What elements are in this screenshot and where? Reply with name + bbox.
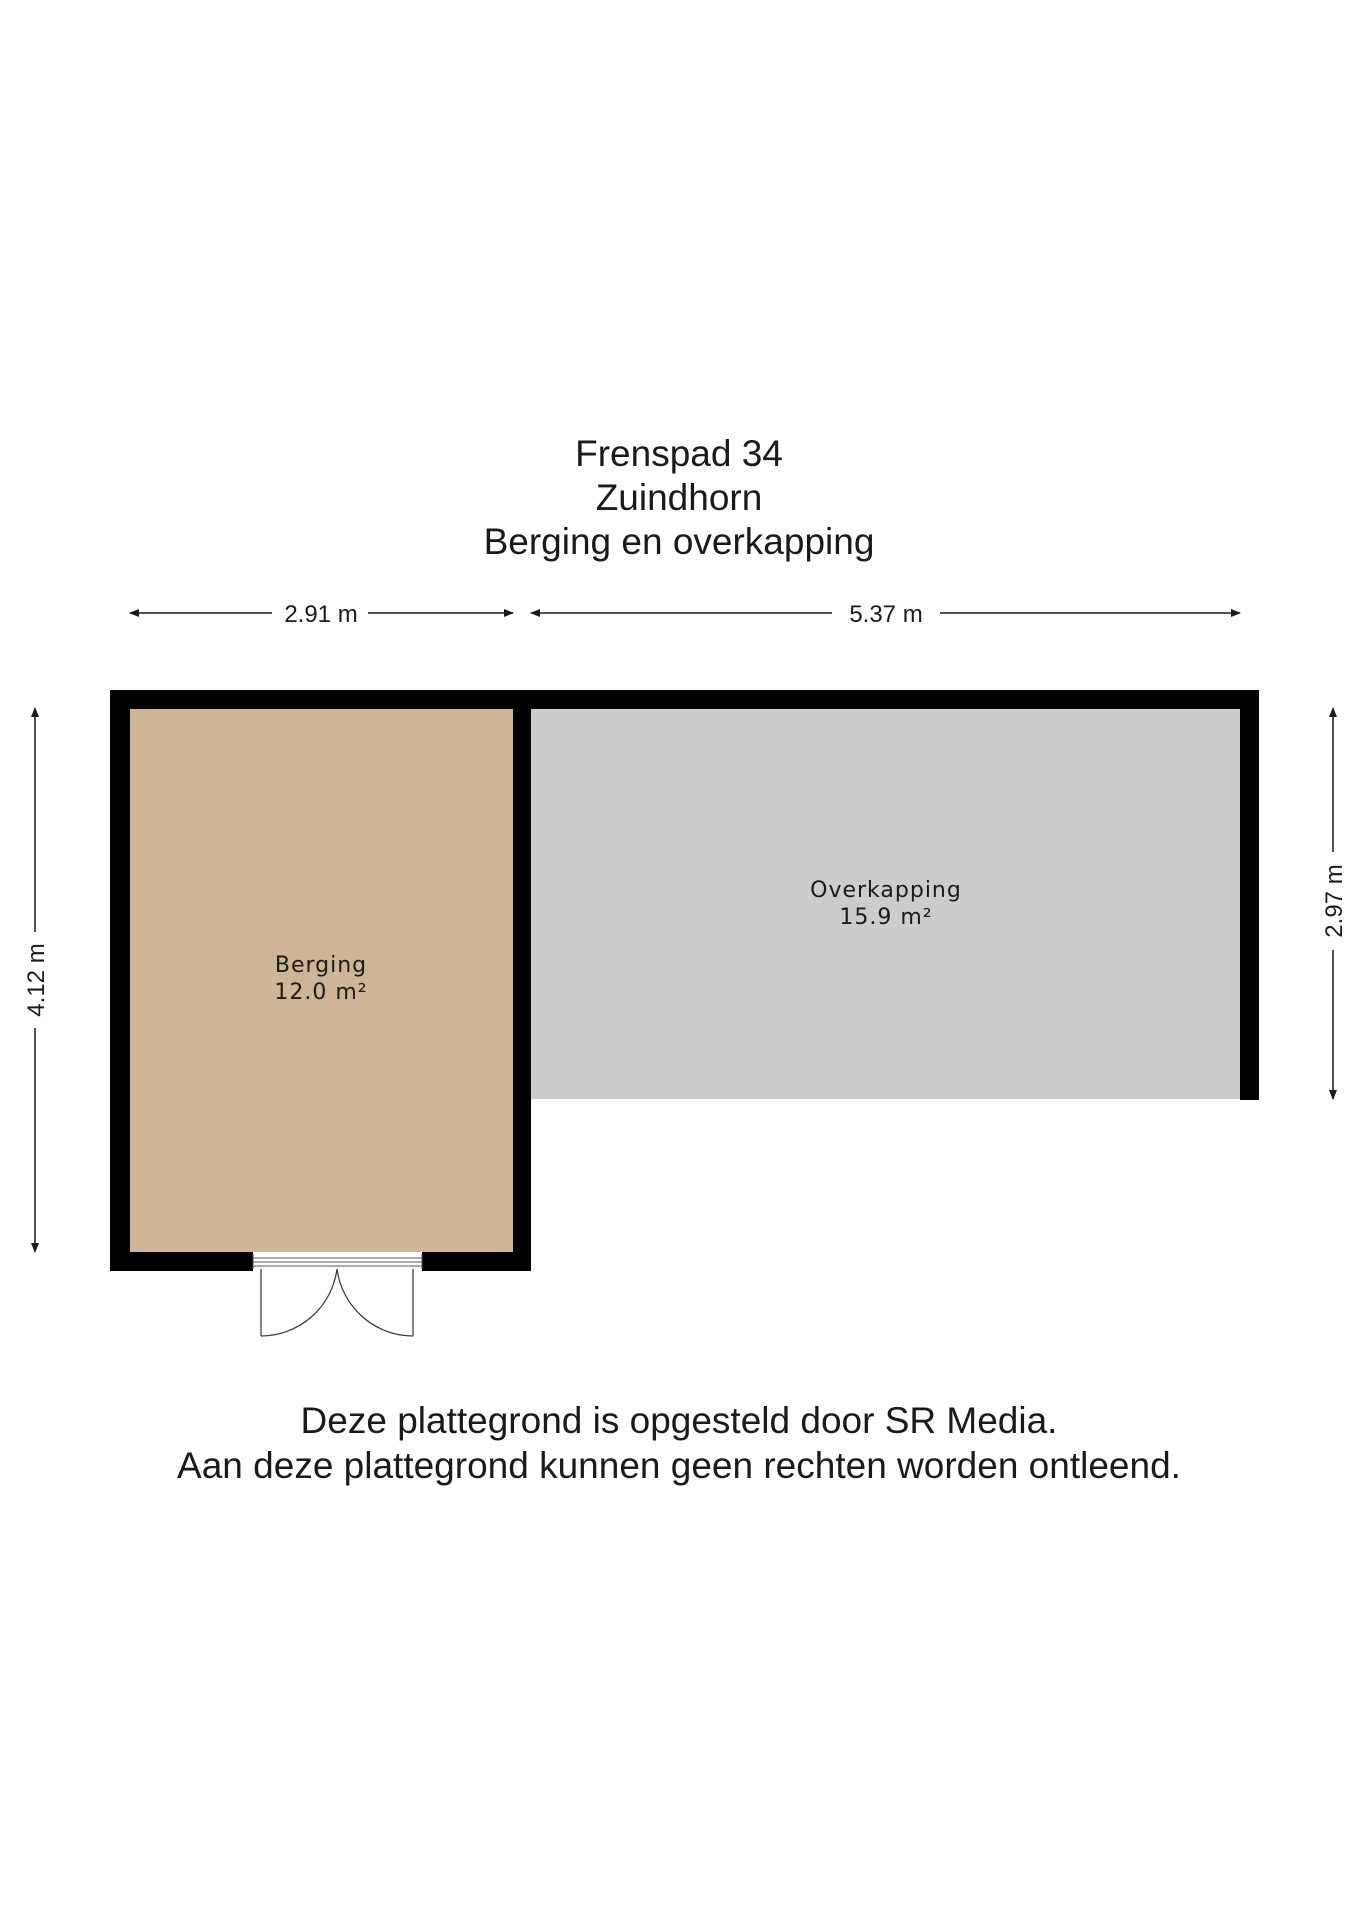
- room-berging-area: 12.0 m²: [274, 980, 368, 1005]
- city-line: Zuindhorn: [595, 477, 763, 518]
- room-overkapping-floor: [531, 708, 1240, 1099]
- dimension-label: 2.91 m: [284, 601, 358, 628]
- address-line: Frenspad 34: [575, 433, 783, 474]
- wall-right: [1240, 690, 1259, 1100]
- dimension-overkapping-depth: [1321, 708, 1348, 1099]
- door-swing-right: [337, 1269, 413, 1336]
- dimension-label: 4.12 m: [23, 943, 50, 1017]
- disclaimer-line-1: Deze plattegrond is opgesteld door SR Media.: [300, 1400, 1058, 1441]
- wall-middle: [513, 690, 531, 1271]
- disclaimer: [0, 1398, 1358, 1488]
- room-overkapping-area: 15.9 m²: [839, 905, 933, 930]
- dimension-berging-width: [130, 601, 513, 628]
- wall-left: [110, 690, 130, 1271]
- plan-subtitle: Berging en overkapping: [483, 521, 875, 562]
- dimension-label: 2.97 m: [1321, 864, 1348, 938]
- disclaimer-line-2: Aan deze plattegrond kunnen geen rechten worden ontleend.: [177, 1445, 1181, 1486]
- wall-top: [110, 690, 1259, 709]
- room-berging-name: Berging: [274, 953, 368, 978]
- dimension-overkapping-width: [531, 601, 1240, 628]
- dimension-berging-depth: [23, 708, 50, 1252]
- door-swing-left: [261, 1269, 337, 1336]
- wall-bottom-right: [422, 1252, 531, 1271]
- dimension-label: 5.37 m: [849, 601, 923, 628]
- room-overkapping-name: Overkapping: [810, 878, 962, 903]
- double-door: [253, 1254, 422, 1336]
- wall-bottom-left: [110, 1252, 253, 1271]
